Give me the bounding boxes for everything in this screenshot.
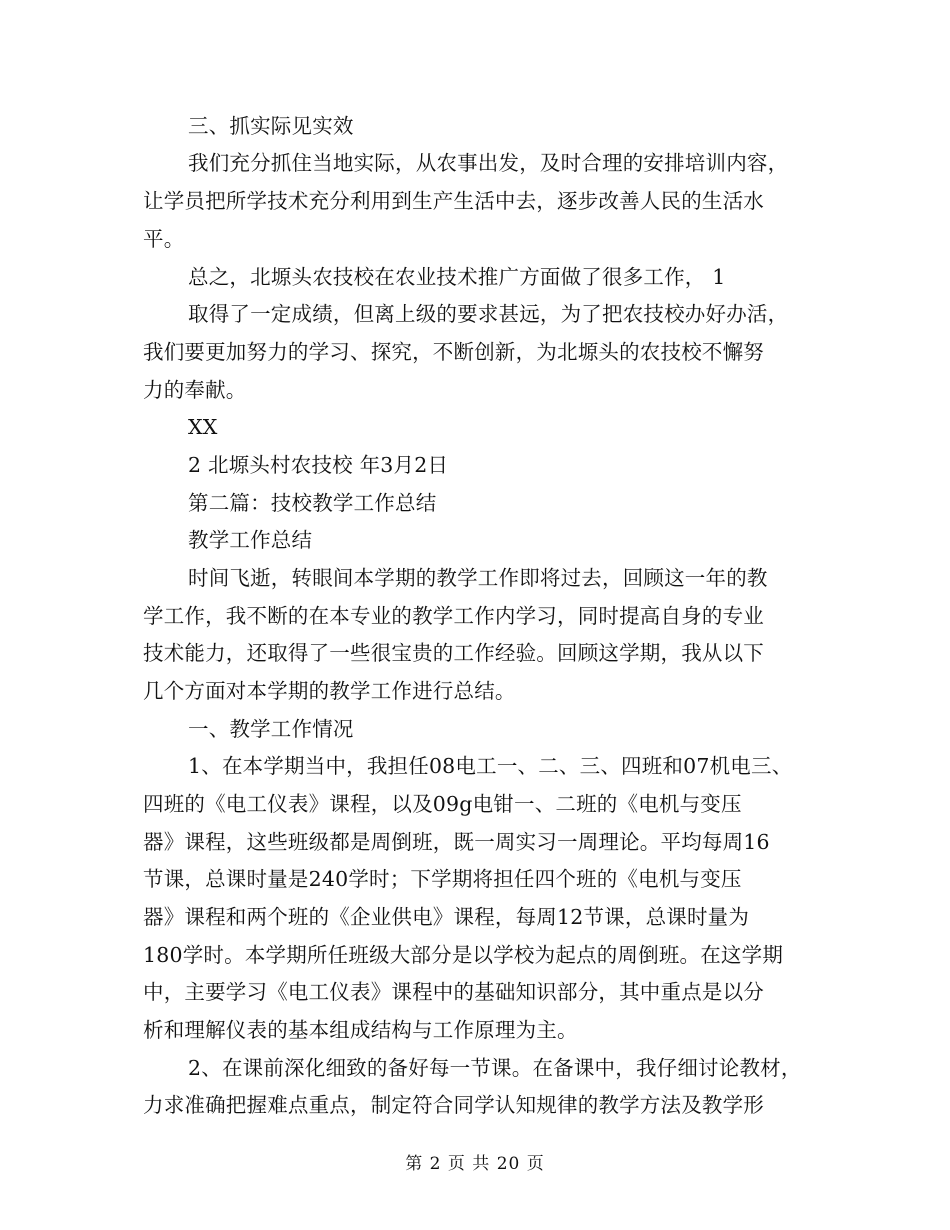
text-line: 180学时。本学期所任班级大部分是以学校为起点的周倒班。在这学期 <box>143 943 784 967</box>
section-title: 教学工作总结 <box>188 528 313 552</box>
text-line: 学工作，我不断的在本专业的教学工作内学习，同时提高自身的专业 <box>143 604 764 628</box>
text-line: 力求准确把握难点重点，制定符合同学认知规律的教学方法及教学形 <box>143 1093 764 1117</box>
text-line: 取得了一定成绩，但离上级的要求甚远，为了把农技校办好办活， <box>188 302 789 326</box>
text-line: 四班的《电工仪表》课程，以及09g电钳一、二班的《电机与变压 <box>143 792 742 816</box>
text-line: 我们要更加努力的学习、探究，不断创新，为北塬头的农技校不懈努 <box>143 340 764 364</box>
page-number-footer: 第 2 页 共 20 页 <box>405 1154 545 1174</box>
text-line: 中，主要学习《电工仪表》课程中的基础知识部分，其中重点是以分 <box>143 980 764 1004</box>
signature-date: 2 北塬头村农技校 年3月2日 <box>188 453 449 477</box>
text-line: 器》课程，这些班级都是周倒班，既一周实习一周理论。平均每周16 <box>143 830 770 854</box>
text-line: 器》课程和两个班的《企业供电》课程，每周12节课，总课时量为 <box>143 905 750 929</box>
text-line: 析和理解仪表的基本组成结构与工作原理为主。 <box>143 1018 578 1042</box>
text-line: 1、在本学期当中，我担任08电工一、二、三、四班和07机电三、 <box>188 754 793 778</box>
text-line: 技术能力，还取得了一些很宝贵的工作经验。回顾这学期，我从以下 <box>143 641 764 665</box>
signature-name: XX <box>188 415 218 439</box>
section-heading-1: 一、教学工作情况 <box>188 717 354 741</box>
text-line: 几个方面对本学期的教学工作进行总结。 <box>143 679 516 703</box>
section-heading-3: 三、抓实际见实效 <box>188 114 354 138</box>
text-line: 2、在课前深化细致的备好每一节课。在备课中，我仔细讨论教材， <box>188 1056 802 1080</box>
text-line: 时间飞逝，转眼间本学期的教学工作即将过去，回顾这一年的教 <box>188 566 768 590</box>
chapter-title: 第二篇：技校教学工作总结 <box>188 491 437 515</box>
text-line: 我们充分抓住当地实际，从农事出发，及时合理的安排培训内容， <box>188 151 789 175</box>
text-line: 总之，北塬头农技校在农业技术推广方面做了很多工作， 1 <box>188 265 726 289</box>
text-line: 平。 <box>143 227 185 251</box>
text-line: 让学员把所学技术充分利用到生产生活中去，逐步改善人民的生活水 <box>143 189 764 213</box>
text-line: 节课，总课时量是240学时；下学期将担任四个班的《电机与变压 <box>143 867 742 891</box>
text-line: 力的奉献。 <box>143 378 247 402</box>
